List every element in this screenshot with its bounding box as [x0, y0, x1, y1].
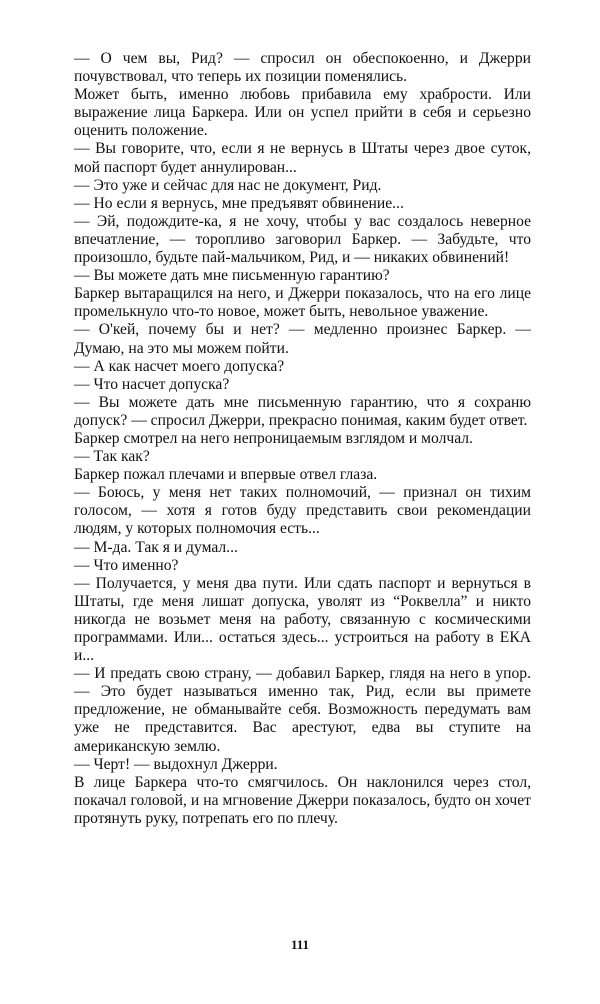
paragraph: — Это уже и сейчас для нас не документ, Рид. [74, 176, 382, 194]
paragraph: — И предать свою страну, — добавил Баркер, глядя на него в упор. — Это будет называться именно так, Рид, если вы примете предложение, не обманывайте себя. Возможность передумать вам уже не представится. Вас арестуют, едва вы ступите на американскую землю. [74, 665, 531, 755]
paragraph: Баркер смотрел на него непроницаемым взглядом и молчал. [74, 429, 473, 447]
paragraph: — Вы говорите, что, если я не вернусь в Штаты через двое суток, мой паспорт будет аннулирован... [74, 140, 531, 176]
paragraph: — О чем вы, Рид? — спросил он обеспокоенно, и Джерри почувствовал, что теперь их позиции поменялись. [74, 50, 531, 86]
paragraph: В лице Баркера что-то смягчилось. Он наклонился через стол, покачал головой, и на мгновение Джерри показалось, будто он хочет протянуть руку, потрепать его по плечу. [74, 773, 531, 827]
page-number: 111 [290, 937, 310, 952]
paragraph: — Вы можете дать мне письменную гарантию, что я сохраню допуск? — спросил Джерри, прекрасно понимая, каким будет ответ. [74, 393, 531, 429]
paragraph: — О'кей, почему бы и нет? — медленно произнес Баркер. — Думаю, на это мы можем пойти. [74, 321, 531, 357]
paragraph: — Черт! — выдохнул Джерри. [74, 755, 278, 773]
paragraph: — А как насчет моего допуска? [74, 357, 285, 375]
paragraph: — М-да. Так я и думал... [74, 538, 238, 556]
body-text [74, 50, 531, 828]
paragraph: — Так как? [74, 448, 150, 466]
paragraph: — Получается, у меня два пути. Или сдать паспорт и вернуться в Штаты, где меня лишат допуска, уволят из “Роквелла” и никто никогда не возьмет меня на работу, связанную с космическими программами. Или... остаться здесь... устроиться на работу в ЕКА и... [74, 574, 531, 665]
paragraph: — Что именно? [74, 556, 179, 574]
paragraph: — Эй, подождите-ка, я не хочу, чтобы у вас создалось неверное впечатление, — торопливо заговорил Баркер. — Забудьте, что произошло, будьте пай-мальчиком, Рид, и — никаких обвинений! [74, 212, 531, 267]
paragraph: Баркер пожал плечами и впервые отвел глаза. [74, 466, 378, 484]
paragraph: — Вы можете дать мне письменную гарантию? [74, 267, 390, 285]
paragraph: — Что насчет допуска? [74, 375, 230, 393]
paragraph: Баркер вытаращился на него, и Джерри показалось, что на его лице промелькнуло что-то новое, может быть, невольное уважение. [74, 285, 531, 321]
paragraph: — Но если я вернусь, мне предъявят обвинение... [74, 194, 404, 212]
paragraph: Может быть, именно любовь прибавила ему храбрости. Или выражение лица Баркера. Или он успел прийти в себя и серьезно оценить положение. [74, 86, 531, 140]
paragraph: — Боюсь, у меня нет таких полномочий, — признал он тихим голосом, — хотя я готов буду представить свои рекомендации людям, у которых полномочия есть... [74, 484, 531, 538]
